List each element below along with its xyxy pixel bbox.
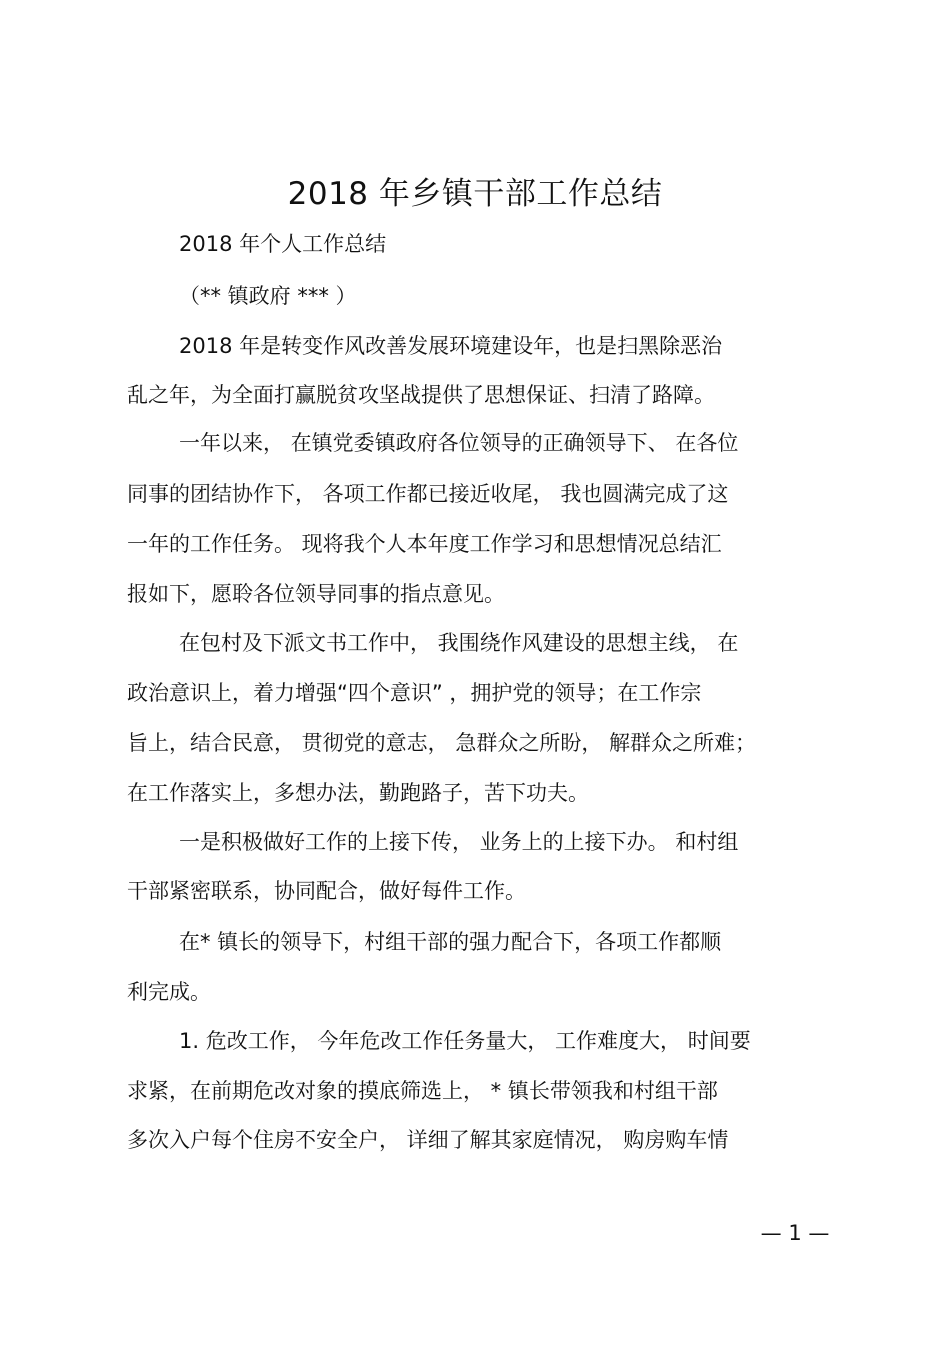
body-line: 多次入户每个住房不安全户， 详细了解其家庭情况， 购房购车情	[127, 1128, 729, 1152]
body-line: 一是积极做好工作的上接下传， 业务上的上接下办。 和村组	[179, 830, 739, 854]
body-line: 政治意识上，着力增强“四个意识” ，拥护党的领导；在工作宗	[127, 681, 702, 705]
author-line: （** 镇政府 *** ）	[179, 284, 357, 308]
body-line: 求紧，在前期危改对象的摸底筛选上， * 镇长带领我和村组干部	[127, 1079, 718, 1103]
body-line: 1. 危改工作， 今年危改工作任务量大， 工作难度大， 时间要	[179, 1029, 751, 1053]
body-line: 同事的团结协作下， 各项工作都已接近收尾， 我也圆满完成了这	[127, 482, 729, 506]
body-line: 在* 镇长的领导下，村组干部的强力配合下，各项工作都顺	[179, 930, 722, 954]
body-line: 在包村及下派文书工作中， 我围绕作风建设的思想主线， 在	[179, 631, 739, 655]
body-line: 利完成。	[127, 980, 211, 1004]
body-line: 乱之年，为全面打赢脱贫攻坚战提供了思想保证、扫清了路障。	[127, 383, 715, 407]
body-line: 旨上，结合民意， 贯彻党的意志， 急群众之所盼， 解群众之所难；	[127, 731, 757, 755]
body-line: 干部紧密联系，协同配合，做好每件工作。	[127, 879, 526, 903]
body-line: 一年的工作任务。 现将我个人本年度工作学习和思想情况总结汇	[127, 532, 722, 556]
body-line: 报如下，愿聆各位领导同事的指点意见。	[127, 582, 505, 606]
page-number: — 1 —	[760, 1221, 830, 1245]
document-title: 2018 年乡镇干部工作总结	[287, 176, 663, 212]
body-line: 2018 年是转变作风改善发展环境建设年，也是扫黑除恶治	[179, 334, 723, 358]
body-line: 一年以来， 在镇党委镇政府各位领导的正确领导下、 在各位	[179, 431, 739, 455]
subtitle: 2018 年个人工作总结	[179, 232, 387, 256]
body-line: 在工作落实上，多想办法，勤跑路子，苦下功夫。	[127, 781, 589, 805]
